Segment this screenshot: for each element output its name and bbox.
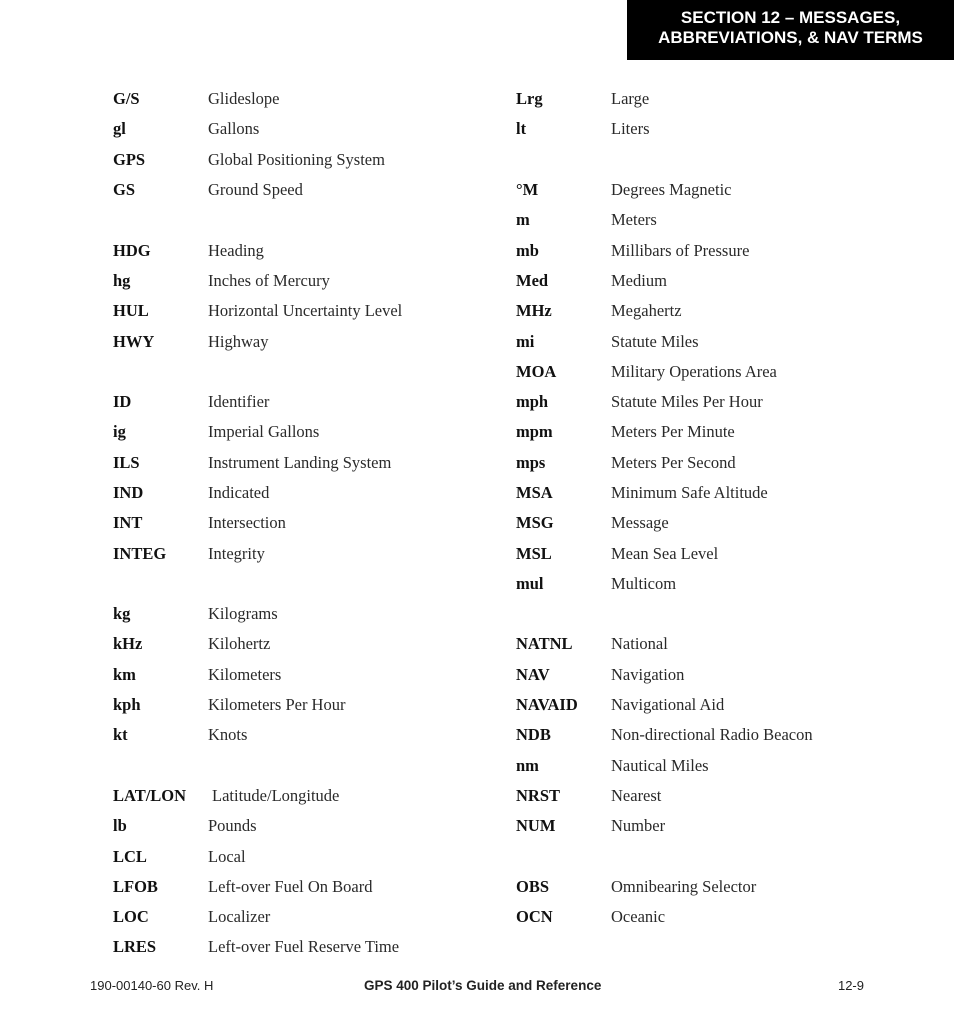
abbreviation-meaning: Localizer bbox=[208, 907, 271, 927]
abbreviation: kt bbox=[113, 725, 128, 745]
abbreviation-meaning: Knots bbox=[208, 725, 248, 745]
abbreviation: Lrg bbox=[516, 89, 543, 109]
abbreviation-meaning: Intersection bbox=[208, 513, 286, 533]
abbreviation: MSG bbox=[516, 513, 554, 533]
abbreviation: HWY bbox=[113, 331, 155, 351]
abbreviation-row bbox=[113, 266, 493, 296]
abbreviation-row bbox=[516, 114, 916, 144]
abbreviation-row bbox=[113, 417, 493, 447]
abbreviation: NRST bbox=[516, 785, 561, 805]
abbreviation-row bbox=[516, 296, 916, 326]
abbreviation: mb bbox=[516, 240, 539, 260]
abbreviation-meaning: Liters bbox=[611, 119, 650, 139]
abbreviation-row bbox=[113, 902, 493, 932]
abbreviation-meaning: Millibars of Pressure bbox=[611, 240, 750, 260]
abbreviation-meaning: Kilohertz bbox=[208, 634, 271, 654]
abbreviation-row bbox=[113, 175, 493, 205]
abbreviation: kph bbox=[113, 695, 141, 715]
abbreviation-row bbox=[113, 872, 493, 902]
abbreviation: mpm bbox=[516, 422, 553, 442]
abbreviation: LRES bbox=[113, 937, 157, 957]
abbreviation-row bbox=[113, 538, 493, 568]
abbreviation-row bbox=[516, 538, 916, 568]
abbreviation-row bbox=[516, 720, 916, 750]
abbreviation-meaning: Local bbox=[208, 846, 246, 866]
abbreviation-row bbox=[113, 781, 493, 811]
abbreviation-meaning: Navigation bbox=[611, 664, 685, 684]
abbreviation: GPS bbox=[113, 149, 146, 169]
abbreviation: G/S bbox=[113, 89, 140, 109]
abbreviation-meaning: Global Positioning System bbox=[208, 149, 385, 169]
abbreviation-meaning: Left-over Fuel On Board bbox=[208, 876, 373, 896]
abbreviation-row bbox=[516, 811, 916, 841]
spacer-row bbox=[113, 751, 493, 781]
abbreviation-meaning: Statute Miles Per Hour bbox=[611, 392, 763, 412]
abbreviation-meaning: Latitude/Longitude bbox=[212, 785, 340, 805]
abbreviation-row bbox=[516, 235, 916, 265]
abbreviation-meaning: Kilometers Per Hour bbox=[208, 695, 346, 715]
abbreviation: LAT/LON bbox=[113, 785, 187, 805]
abbreviation-row bbox=[113, 508, 493, 538]
page-number: 12-9 bbox=[837, 978, 864, 993]
spacer-row bbox=[113, 205, 493, 235]
abbreviation-row bbox=[516, 690, 916, 720]
abbreviation-row bbox=[113, 660, 493, 690]
abbreviation-row bbox=[516, 660, 916, 690]
abbreviation-meaning: Number bbox=[611, 816, 666, 836]
abbreviation: ID bbox=[113, 392, 132, 412]
spacer-row bbox=[516, 841, 916, 871]
abbreviation-row bbox=[516, 569, 916, 599]
abbreviation: LFOB bbox=[113, 876, 158, 896]
abbreviation: NDB bbox=[516, 725, 551, 745]
abbreviation-row bbox=[113, 235, 493, 265]
abbreviation: mi bbox=[516, 331, 535, 351]
abbreviation: mul bbox=[516, 573, 544, 593]
abbreviation-row bbox=[516, 508, 916, 538]
abbreviation: IND bbox=[113, 483, 144, 502]
abbreviation: ILS bbox=[113, 452, 140, 472]
abbreviation: NUM bbox=[516, 816, 556, 836]
abbreviation-meaning: Highway bbox=[208, 331, 269, 351]
abbreviation-meaning: Multicom bbox=[611, 573, 677, 593]
abbreviation-meaning: National bbox=[611, 634, 668, 654]
abbreviation-meaning: Large bbox=[611, 89, 650, 109]
abbreviation-row bbox=[113, 296, 493, 326]
abbreviation: nm bbox=[516, 755, 539, 775]
abbreviation: HDG bbox=[113, 240, 151, 260]
document-title: GPS 400 Pilot’s Guide and Reference bbox=[364, 978, 602, 993]
abbreviation: gl bbox=[113, 119, 126, 139]
abbreviation-list-left bbox=[113, 84, 493, 963]
abbreviation-row bbox=[516, 629, 916, 659]
abbreviation: MSA bbox=[516, 483, 553, 502]
section-title-line1: SECTION 12 – MESSAGES, bbox=[680, 8, 901, 27]
abbreviation-row bbox=[113, 84, 493, 114]
abbreviation-meaning: Nearest bbox=[611, 785, 662, 805]
abbreviation-meaning: Meters Per Second bbox=[611, 452, 736, 472]
abbreviation-meaning: Glideslope bbox=[208, 89, 280, 109]
abbreviation-row bbox=[113, 478, 493, 508]
abbreviation: kg bbox=[113, 604, 131, 624]
document-number: 190-00140-60 Rev. H bbox=[90, 978, 214, 993]
abbreviation-meaning: Omnibearing Selector bbox=[611, 876, 757, 896]
abbreviation: HUL bbox=[113, 301, 149, 321]
abbreviation: MHz bbox=[516, 301, 552, 321]
spacer-row bbox=[516, 145, 916, 175]
abbreviation: mph bbox=[516, 392, 549, 412]
abbreviation-meaning: Non-directional Radio Beacon bbox=[611, 725, 813, 745]
abbreviation-row bbox=[516, 781, 916, 811]
abbreviation-row bbox=[516, 266, 916, 296]
abbreviation: OCN bbox=[516, 907, 553, 927]
abbreviation-meaning: Ground Speed bbox=[208, 180, 303, 200]
abbreviation-row bbox=[113, 387, 493, 417]
spacer-row bbox=[113, 569, 493, 599]
abbreviation-row bbox=[113, 599, 493, 629]
abbreviation-meaning: Minimum Safe Altitude bbox=[611, 483, 768, 502]
abbreviation-row bbox=[516, 417, 916, 447]
abbreviation-meaning: Meters bbox=[611, 210, 657, 230]
abbreviation-meaning: Nautical Miles bbox=[611, 755, 709, 775]
abbreviation-meaning: Degrees Magnetic bbox=[611, 180, 732, 200]
abbreviation-list-right bbox=[516, 84, 916, 932]
abbreviation-meaning: Kilometers bbox=[208, 664, 282, 684]
abbreviation: lt bbox=[516, 119, 527, 139]
abbreviation-meaning: Imperial Gallons bbox=[208, 422, 320, 442]
abbreviation-meaning: Heading bbox=[208, 240, 264, 260]
abbreviation: NATNL bbox=[516, 634, 573, 654]
abbreviation-row bbox=[113, 145, 493, 175]
abbreviation-meaning: Medium bbox=[611, 270, 667, 290]
abbreviation-row bbox=[113, 690, 493, 720]
abbreviation: MOA bbox=[516, 361, 557, 381]
abbreviation-row bbox=[516, 902, 916, 932]
abbreviation-row bbox=[113, 629, 493, 659]
abbreviation-meaning: Megahertz bbox=[611, 301, 682, 321]
abbreviation-meaning: Horizontal Uncertainty Level bbox=[208, 301, 403, 321]
abbreviation: °M bbox=[516, 180, 539, 200]
abbreviation: INTEG bbox=[113, 543, 167, 563]
abbreviation-row bbox=[113, 114, 493, 144]
spacer-row bbox=[516, 599, 916, 629]
abbreviation: OBS bbox=[516, 876, 550, 896]
abbreviation-meaning: Instrument Landing System bbox=[208, 452, 392, 472]
abbreviation: LOC bbox=[113, 907, 149, 927]
abbreviation: hg bbox=[113, 270, 131, 290]
abbreviation-meaning: Integrity bbox=[208, 543, 265, 563]
abbreviation-row bbox=[113, 448, 493, 478]
abbreviation-row bbox=[516, 872, 916, 902]
abbreviation-row bbox=[516, 751, 916, 781]
abbreviation: ig bbox=[113, 422, 126, 442]
spacer-row bbox=[113, 357, 493, 387]
abbreviation: mps bbox=[516, 452, 546, 472]
abbreviation: LCL bbox=[113, 846, 147, 866]
abbreviation: INT bbox=[113, 513, 143, 533]
abbreviation-row bbox=[113, 811, 493, 841]
abbreviation-row bbox=[516, 326, 916, 356]
abbreviation-row bbox=[113, 326, 493, 356]
abbreviation-meaning: Gallons bbox=[208, 119, 260, 139]
abbreviation-row bbox=[516, 357, 916, 387]
page-footer bbox=[0, 978, 954, 1000]
abbreviation-row bbox=[113, 932, 493, 962]
abbreviation-meaning: Identifier bbox=[208, 392, 270, 412]
abbreviation: MSL bbox=[516, 543, 552, 563]
abbreviation: lb bbox=[113, 816, 127, 836]
abbreviation: NAV bbox=[516, 664, 550, 684]
abbreviation-meaning: Indicated bbox=[208, 483, 270, 502]
abbreviation-meaning: Mean Sea Level bbox=[611, 543, 719, 563]
abbreviation-row bbox=[113, 720, 493, 750]
abbreviation-meaning: Oceanic bbox=[611, 907, 666, 927]
abbreviation-row bbox=[516, 205, 916, 235]
abbreviation-row bbox=[516, 387, 916, 417]
abbreviation-row bbox=[516, 448, 916, 478]
abbreviation-meaning: Meters Per Minute bbox=[611, 422, 735, 442]
abbreviation-meaning: Left-over Fuel Reserve Time bbox=[208, 937, 400, 957]
section-title-line2: ABBREVIATIONS, & NAV TERMS bbox=[658, 28, 923, 47]
abbreviation-row bbox=[516, 175, 916, 205]
abbreviation-meaning: Message bbox=[611, 513, 669, 533]
abbreviation-meaning: Statute Miles bbox=[611, 331, 699, 351]
abbreviation: NAVAID bbox=[516, 695, 578, 715]
abbreviation: kHz bbox=[113, 634, 143, 654]
abbreviation: Med bbox=[516, 270, 549, 290]
abbreviation: km bbox=[113, 664, 136, 684]
abbreviation-meaning: Kilograms bbox=[208, 604, 278, 624]
abbreviation-row bbox=[516, 84, 916, 114]
abbreviation-row bbox=[516, 478, 916, 508]
abbreviation: GS bbox=[113, 180, 136, 200]
section-header bbox=[627, 0, 954, 60]
abbreviation-meaning: Military Operations Area bbox=[611, 361, 777, 381]
abbreviation: m bbox=[516, 210, 530, 230]
abbreviation-meaning: Inches of Mercury bbox=[208, 270, 330, 290]
abbreviation-meaning: Navigational Aid bbox=[611, 695, 725, 715]
abbreviation-meaning: Pounds bbox=[208, 816, 257, 836]
abbreviation-row bbox=[113, 841, 493, 871]
